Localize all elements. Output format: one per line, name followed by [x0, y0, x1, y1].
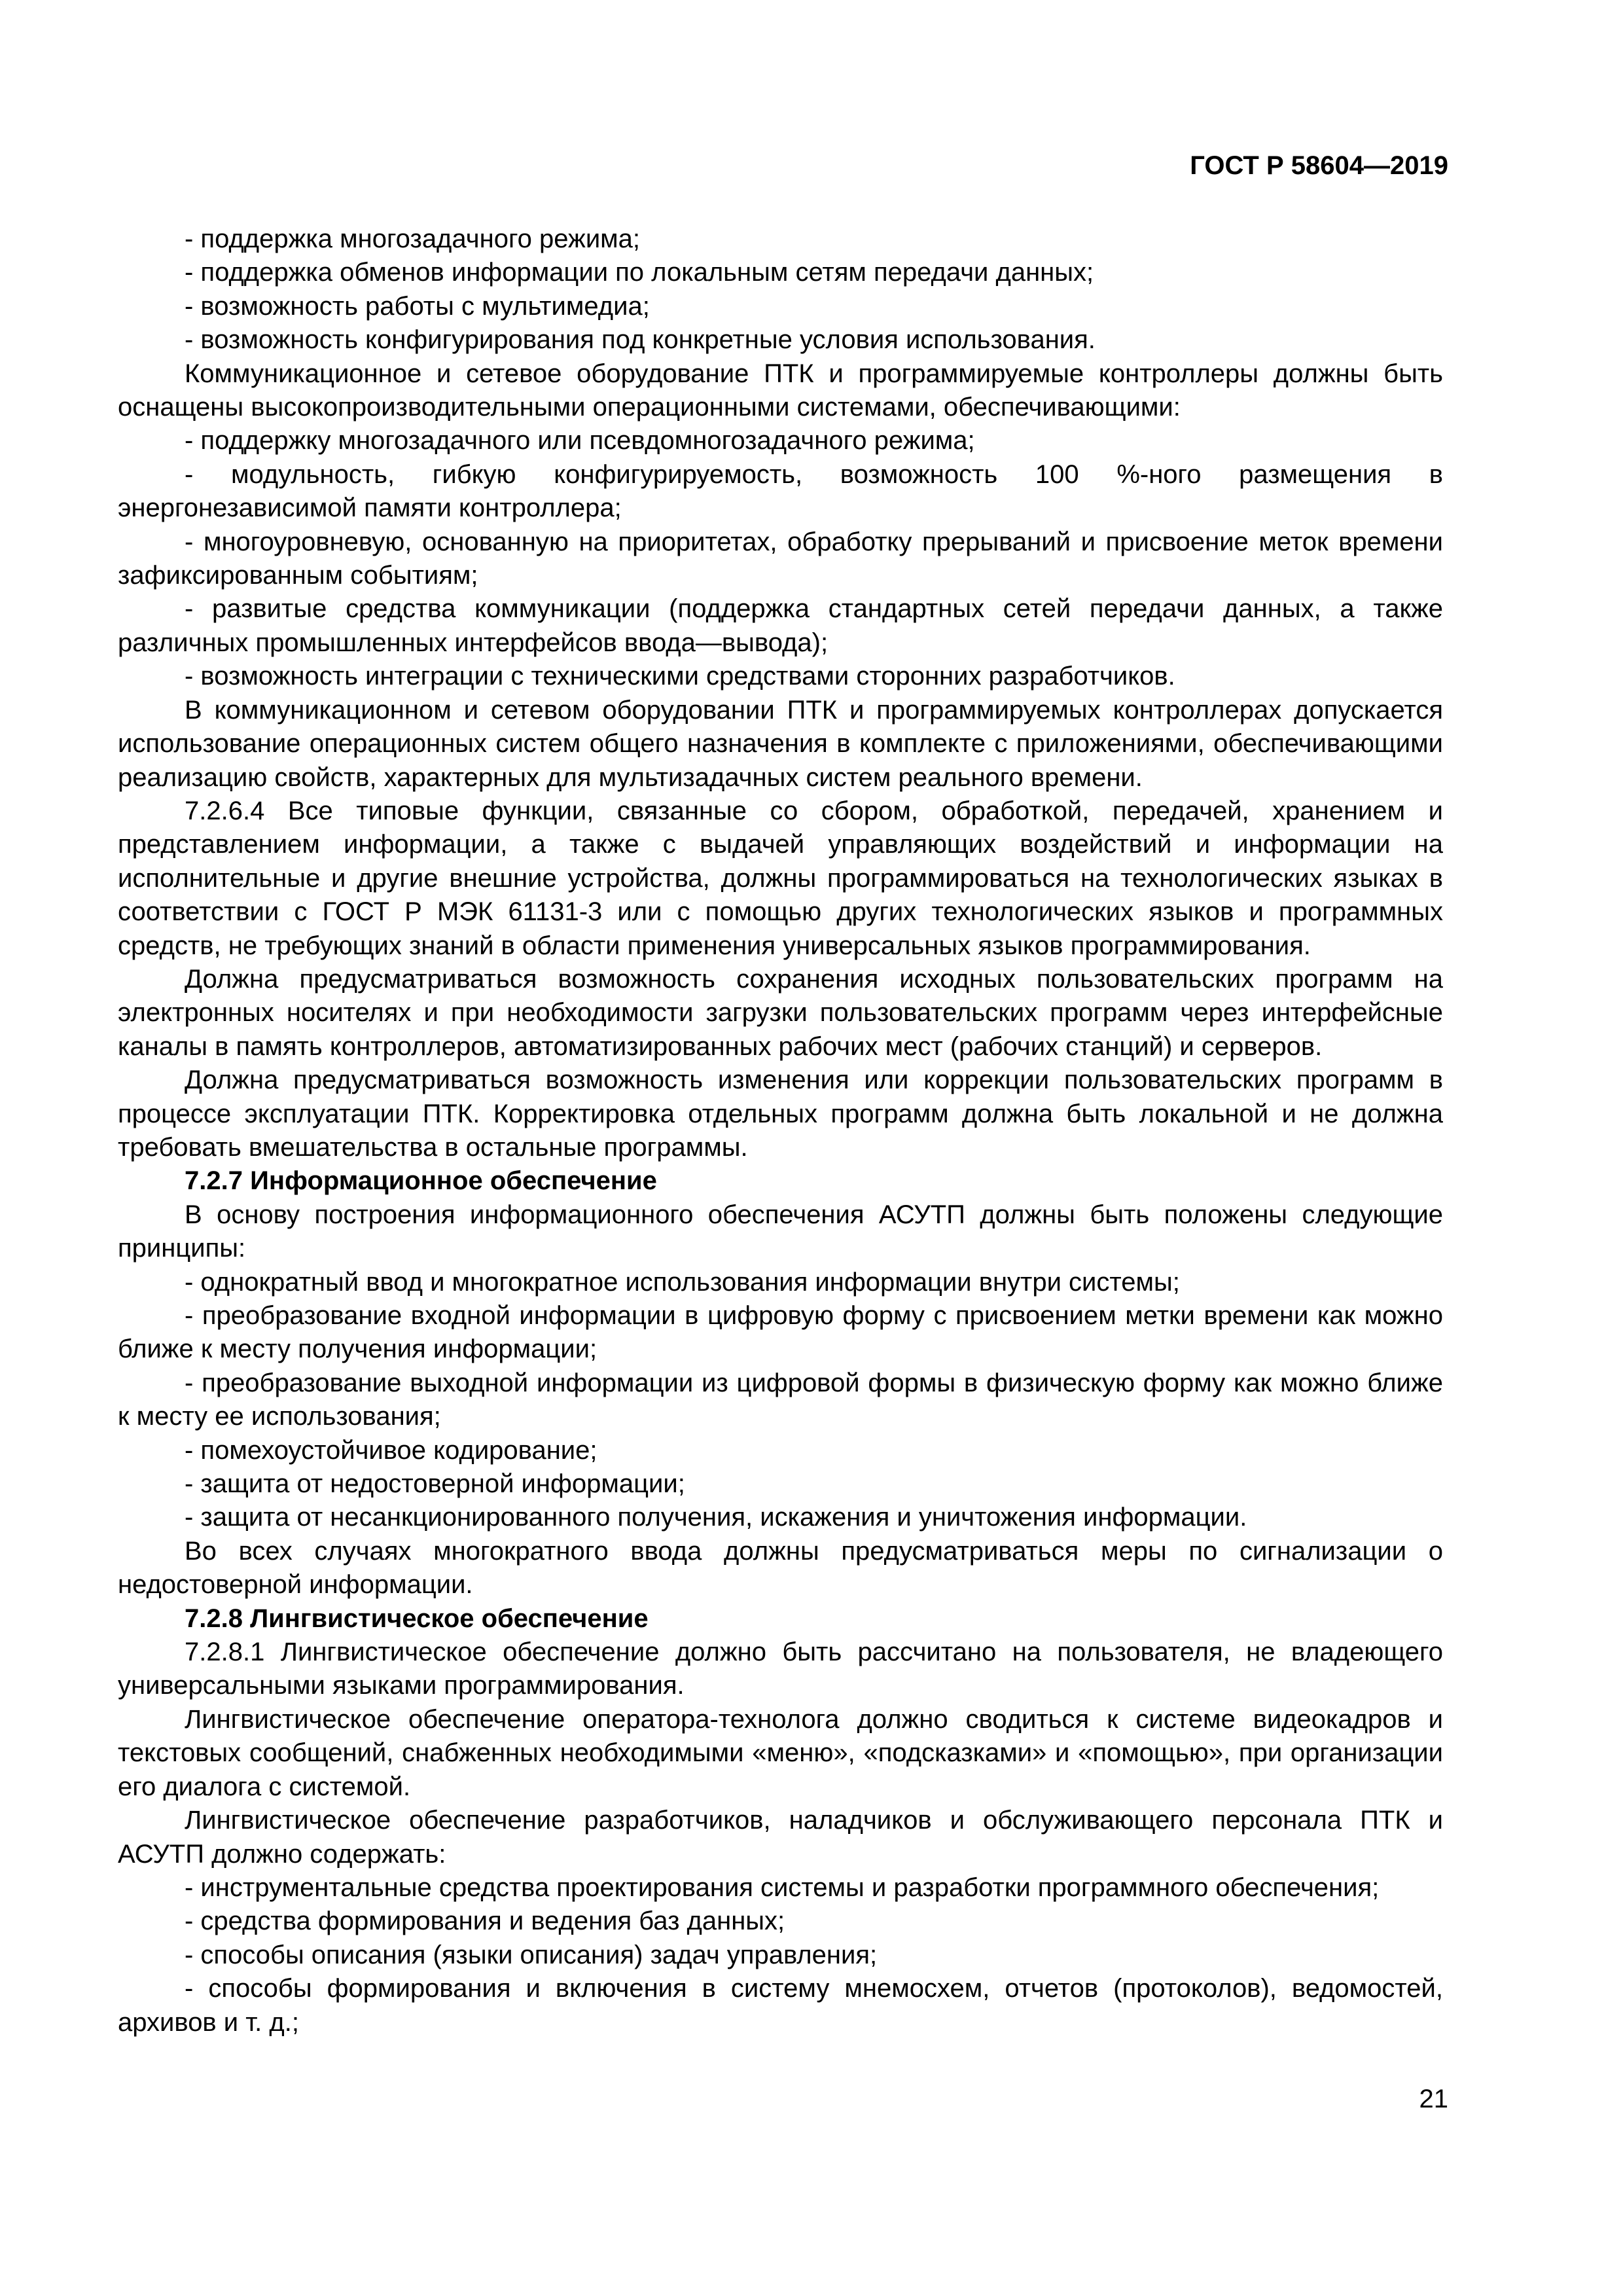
document-body — [118, 223, 1443, 2039]
document-header: ГОСТ Р 58604—2019 — [1190, 151, 1448, 180]
list-item: - возможность работы с мультимедиа; — [185, 291, 650, 321]
list-item: - способы описания (языки описания) задач управления; — [185, 1940, 878, 1969]
paragraph: Должна предусматриваться возможность сохранения исходных пользовательских программ на электронных носителях и при необходимости загрузки пользовательских программ через интерфейсные каналы в память контроллеров, автоматизированных рабочих мест (рабочих станций) и серверов. — [118, 964, 1443, 1061]
list-item: - преобразование входной информации в цифровую форму с присвоением метки времени как можно ближе к месту получения информации; — [118, 1301, 1443, 1364]
list-item: - поддержку многозадачного или псевдомногозадачного режима; — [185, 426, 975, 456]
paragraph: В основу построения информационного обеспечения АСУТП должны быть положены следующие принципы: — [118, 1200, 1443, 1263]
list-item: - однократный ввод и многократное использования информации внутри системы; — [185, 1267, 1180, 1297]
list-item: - средства формирования и ведения баз данных; — [185, 1907, 785, 1936]
list-item: - возможность интеграции с техническими средствами сторонних разработчиков. — [185, 662, 1175, 691]
section-heading: 7.2.8 Лингвистическое обеспечение — [185, 1604, 649, 1633]
list-item: - многоуровневую, основанную на приоритетах, обработку прерываний и присвоение меток времени зафиксированным событиям; — [118, 527, 1443, 590]
paragraph: 7.2.8.1 Лингвистическое обеспечение должно быть рассчитано на пользователя, не владеющего универсальными языками программирования. — [118, 1638, 1443, 1700]
list-item: - защита от недостоверной информации; — [185, 1469, 685, 1499]
paragraph: Должна предусматриваться возможность изменения или коррекции пользовательских программ в процессе эксплуатации ПТК. Корректировка отдельных программ должна быть локальной и не должна требовать вмешательства в остальные программы. — [118, 1066, 1443, 1162]
paragraph: 7.2.6.4 Все типовые функции, связанные со сбором, обработкой, передачей, хранением и представлением информации, а также с выдачей управляющих воздействий и информации на исполнительные и другие внешние устройства, должны программироваться на технологических языках в соответствии с ГОСТ Р МЭК 61131-3 или с помощью других технологических языков и программных средств, не требующих знаний в области применения универсальных языков программирования. — [118, 796, 1443, 960]
list-item: - модульность, гибкую конфигурируемость, возможность 100 %-ного размещения в энергонезависимой памяти контроллера; — [118, 459, 1443, 523]
paragraph: Во всех случаях многократного ввода должны предусматриваться меры по сигнализации о недостоверной информации. — [118, 1536, 1443, 1600]
paragraph: Лингвистическое обеспечение оператора-технолога должно сводиться к системе видеокадров и текстовых сообщений, снабженных необходимыми «меню», «подсказками» и «помощью», при организации его диалога с системой. — [118, 1704, 1443, 1801]
list-item: - возможность конфигурирования под конкретные условия использования. — [185, 325, 1096, 355]
list-item: - помехоустойчивое кодирование; — [185, 1435, 597, 1465]
list-item: - преобразование выходной информации из цифровой формы в физическую форму как можно ближе к месту ее использования; — [118, 1368, 1443, 1431]
list-item: - развитые средства коммуникации (поддержка стандартных сетей передачи данных, а также различных промышленных интерфейсов ввода—вывода); — [118, 594, 1443, 657]
section-heading: 7.2.7 Информационное обеспечение — [185, 1166, 657, 1196]
list-item: - инструментальные средства проектирования системы и разработки программного обеспечения; — [185, 1873, 1380, 1902]
list-item: - защита от несанкционированного получения, искажения и уничтожения информации. — [185, 1503, 1247, 1532]
list-item: - поддержка обменов информации по локальным сетям передачи данных; — [185, 258, 1094, 287]
page-number: 21 — [1419, 2085, 1448, 2113]
list-item: - способы формирования и включения в систему мнемосхем, отчетов (протоколов), ведомостей, архивов и т. д.; — [118, 1974, 1443, 2037]
list-item: - поддержка многозадачного режима; — [185, 224, 641, 253]
paragraph: В коммуникационном и сетевом оборудовании ПТК и программируемых контроллерах допускается использование операционных систем общего назначения в комплекте с приложениями, обеспечивающими реализацию свойств, характерных для мультизадачных систем реального времени. — [118, 695, 1443, 792]
paragraph: Коммуникационное и сетевое оборудование ПТК и программируемые контроллеры должны быть оснащены высокопроизводительными операционными системами, обеспечивающими: — [118, 359, 1443, 422]
paragraph: Лингвистическое обеспечение разработчиков, наладчиков и обслуживающего персонала ПТК и АСУТП должно содержать: — [118, 1806, 1443, 1869]
